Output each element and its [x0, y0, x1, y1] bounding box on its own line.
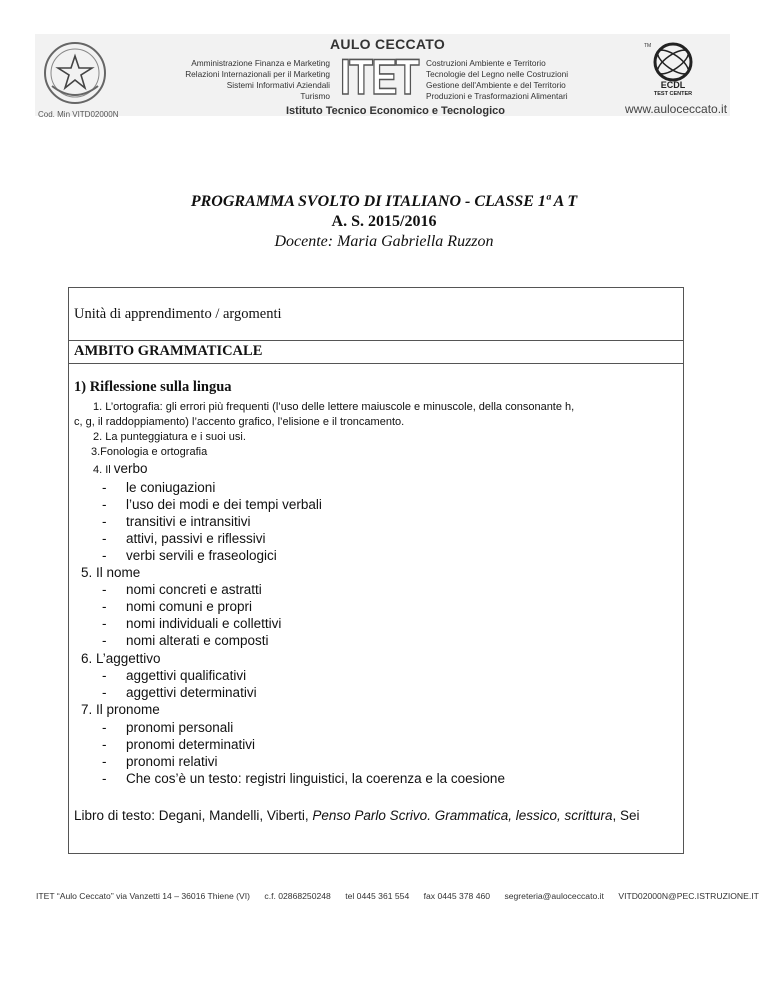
- list-item: nomi individuali e collettivi: [126, 616, 282, 631]
- dash-bullet: -: [102, 548, 107, 563]
- footer-email[interactable]: segreteria@auloceccato.it: [504, 891, 604, 901]
- right-course-list: [426, 58, 568, 102]
- dash-bullet: -: [102, 582, 107, 597]
- footer-pec[interactable]: VITD02000N@PEC.ISTRUZIONE.IT: [618, 891, 759, 901]
- ministry-code: Cod. Min VITD02000N: [38, 110, 119, 119]
- school-name: AULO CECCATO: [330, 36, 446, 52]
- dash-bullet: -: [102, 685, 107, 700]
- list-item: pronomi determinativi: [126, 737, 256, 752]
- topic-ortografia-line1: 1. L’ortografia: gli errori più frequenti (l’uso delle lettere maiuscole e minuscole, della consonante h,: [93, 401, 575, 413]
- list-item: nomi concreti e astratti: [126, 582, 262, 597]
- ecdl-test-center-logo: [638, 38, 708, 96]
- list-item: aggettivi qualificativi: [126, 668, 247, 683]
- textbook-line: [74, 808, 640, 823]
- topic-word: verbo: [113, 461, 148, 476]
- course-item: Produzioni e Trasformazioni Alimentari: [426, 91, 568, 101]
- table-divider: [68, 340, 684, 341]
- course-item: Turismo: [300, 91, 330, 101]
- table-header: Unità di apprendimento / argomenti: [74, 306, 282, 322]
- course-item: Gestione dell'Ambiente e del Territorio: [426, 80, 566, 90]
- list-item: l’uso dei modi e dei tempi verbali: [126, 497, 322, 512]
- school-year: A. S. 2015/2016: [331, 213, 437, 230]
- course-item: Relazioni Internazionali per il Marketing: [185, 69, 330, 79]
- textbook-title: Penso Parlo Scrivo. Grammatica, lessico, scrittura: [312, 808, 613, 823]
- dash-bullet: -: [102, 668, 107, 683]
- topic-number: 4. Il: [93, 464, 114, 476]
- topic-punteggiatura: 2. La punteggiatura e i suoi usi.: [93, 431, 246, 443]
- dash-bullet: -: [102, 633, 107, 648]
- list-item: attivi, passivi e riflessivi: [126, 531, 266, 546]
- document-title: PROGRAMMA SVOLTO DI ITALIANO - CLASSE 1ª A T: [190, 193, 578, 210]
- topic-ortografia-line2: c, g, il raddoppiamento) l’accento grafico, l’elisione e il troncamento.: [74, 416, 405, 428]
- ambito-heading: AMBITO GRAMMATICALE: [74, 343, 263, 359]
- dash-bullet: -: [102, 737, 107, 752]
- dash-bullet: -: [102, 771, 107, 786]
- dash-bullet: -: [102, 754, 107, 769]
- dash-bullet: -: [102, 599, 107, 614]
- list-item: nomi comuni e propri: [126, 599, 253, 614]
- list-item: Che cos’è un testo: registri linguistici, la coerenza e la coesione: [126, 771, 505, 786]
- list-item: aggettivi determinativi: [126, 685, 257, 700]
- footer-address: ITET “Aulo Ceccato” via Vanzetti 14 – 36016 Thiene (VI): [36, 891, 250, 901]
- italian-republic-emblem-icon: [40, 38, 110, 108]
- footer: [36, 891, 771, 901]
- course-item: Sistemi Informativi Aziendali: [226, 80, 330, 90]
- itet-logo: [338, 49, 420, 105]
- svg-text:ITET: ITET: [340, 49, 420, 105]
- left-course-list: [150, 58, 330, 102]
- textbook-authors: Libro di testo: Degani, Mandelli, Viberti,: [74, 808, 313, 823]
- topic-fonologia: 3.Fonologia e ortografia: [91, 446, 208, 458]
- svg-text:ECDL: ECDL: [660, 80, 686, 90]
- svg-text:TEST CENTER: TEST CENTER: [653, 91, 693, 97]
- teacher-name: Docente: Maria Gabriella Ruzzon: [274, 233, 494, 250]
- list-item: pronomi personali: [126, 720, 234, 735]
- topic-pronome: 7. Il pronome: [81, 702, 160, 717]
- course-item: Amministrazione Finanza e Marketing: [191, 58, 330, 68]
- dash-bullet: -: [102, 497, 107, 512]
- website-link[interactable]: www.auloceccato.it: [625, 102, 728, 116]
- list-item: verbi servili e fraseologici: [126, 548, 277, 563]
- svg-text:TM: TM: [644, 43, 652, 49]
- course-item: Costruzioni Ambiente e Territorio: [426, 58, 546, 68]
- list-item: nomi alterati e composti: [126, 633, 269, 648]
- dash-bullet: -: [102, 514, 107, 529]
- list-item: transitivi e intransitivi: [126, 514, 251, 529]
- footer-fax: fax 0445 378 460: [423, 891, 491, 901]
- list-item: pronomi relativi: [126, 754, 218, 769]
- topic-nome: 5. Il nome: [81, 565, 141, 580]
- dash-bullet: -: [102, 531, 107, 546]
- topic-aggettivo: 6. L’aggettivo: [81, 651, 161, 666]
- topic-verbo: [93, 461, 148, 478]
- textbook-publisher: , Sei: [612, 808, 640, 823]
- section-title: 1) Riflessione sulla lingua: [74, 379, 232, 395]
- list-item: le coniugazioni: [126, 480, 216, 495]
- footer-phone: tel 0445 361 554: [345, 891, 410, 901]
- table-divider: [68, 363, 684, 364]
- dash-bullet: -: [102, 720, 107, 735]
- course-item: Tecnologie del Legno nelle Costruzioni: [426, 69, 569, 79]
- dash-bullet: -: [102, 616, 107, 631]
- dash-bullet: -: [102, 480, 107, 495]
- footer-tax-code: c.f. 02868250248: [264, 891, 331, 901]
- institute-subtitle: Istituto Tecnico Economico e Tecnologico: [286, 105, 506, 117]
